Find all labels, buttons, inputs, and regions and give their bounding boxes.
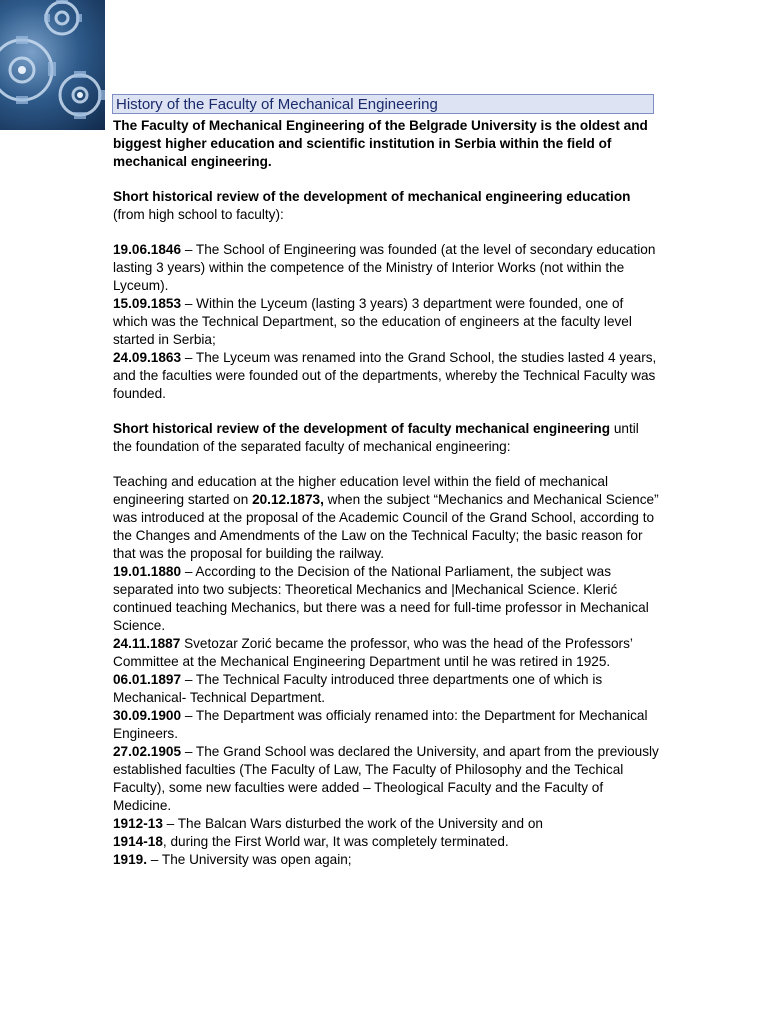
review2-paragraph: Teaching and education at the higher education level within the field of mechanical engineering started on 20.12.1873, when the subject “Mechanics and Mechanical Science” was introduced at the proposal of the Academic Council of the Grand School, according to the Changes and Amendments of the Law on the Technical Faculty; the basic reason for that was the proposal for building the railway. <box>113 474 659 561</box>
gears-image <box>0 0 105 130</box>
timeline-entry: 1914-18, during the First World war, It was completely terminated. <box>113 834 509 849</box>
timeline-entry: 1912-13 – The Balcan Wars disturbed the work of the University and on <box>113 816 543 831</box>
timeline-entry: 27.02.1905 – The Grand School was declared the University, and apart from the previously established faculties (The Faculty of Law, The Faculty of Philosophy and the Techical Faculty), some new faculties were added – Theological Faculty and the Faculty of Medicine. <box>113 744 659 813</box>
timeline-entry: 15.09.1853 – Within the Lyceum (lasting 3 years) 3 department were founded, one of which was the Technical Department, so the education of engineers at the faculty level started in Serbia; <box>113 296 632 347</box>
timeline-entry: 06.01.1897 – The Technical Faculty introduced three departments one of which is Mechanical- Technical Department. <box>113 672 603 705</box>
timeline-entry: 24.09.1863 – The Lyceum was renamed into the Grand School, the studies lasted 4 years, and the faculties were founded out of the departments, whereby the Technical Faculty was founded. <box>113 350 657 401</box>
review1-heading: Short historical review of the development of mechanical engineering education (from high school to faculty): <box>113 189 631 222</box>
timeline-entry: 19.01.1880 – According to the Decision of the National Parliament, the subject was separated into two subjects: Theoretical Mechanics and |Mechanical Science. Klerić continued teaching Mechanics, but there was a need for full-time professor in Mechanical Science. <box>113 564 649 633</box>
timeline-entry: 30.09.1900 – The Department was officialy renamed into: the Department for Mechanical Engineers. <box>113 708 648 741</box>
page-title: History of the Faculty of Mechanical Engineering <box>116 96 438 113</box>
document-body <box>113 117 661 869</box>
timeline-entry: 19.06.1846 – The School of Engineering was founded (at the level of secondary education lasting 3 years) within the competence of the Ministry of Interior Works (not within the Lyceum). <box>113 242 656 293</box>
intro-paragraph: The Faculty of Mechanical Engineering of the Belgrade University is the oldest and biggest higher education and scientific institution in Serbia within the field of mechanical engineering. <box>113 118 648 169</box>
timeline-entry: 1919. – The University was open again; <box>113 852 352 867</box>
title-banner <box>112 94 654 114</box>
timeline-entry: 24.11.1887 Svetozar Zorić became the professor, who was the head of the Professors’ Committee at the Mechanical Engineering Department until he was retired in 1925. <box>113 636 633 669</box>
review2-heading: Short historical review of the development of faculty mechanical engineering until the foundation of the separated faculty of mechanical engineering: <box>113 421 639 454</box>
